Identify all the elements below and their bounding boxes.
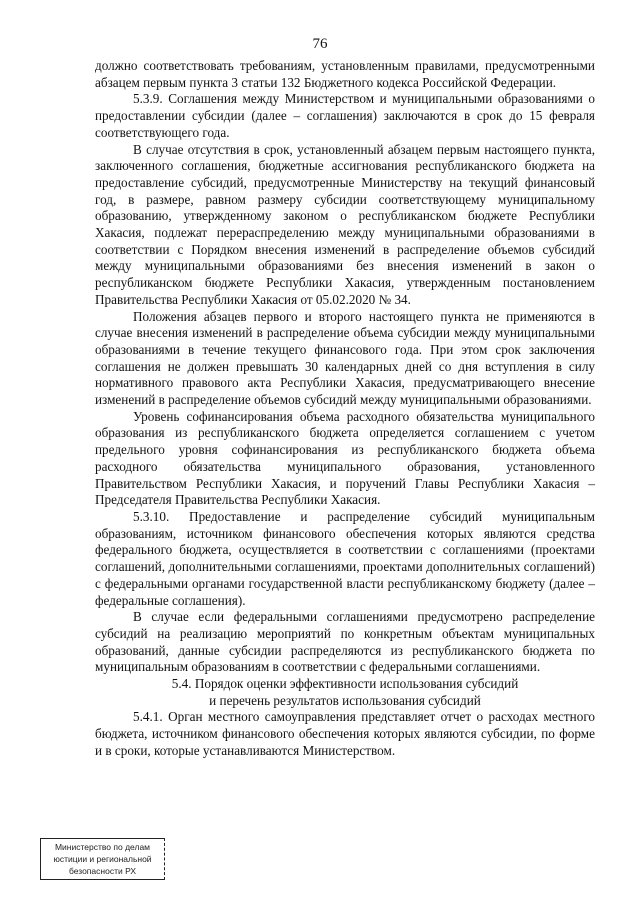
paragraph: Уровень софинансирования объема расходного обязательства муниципального образования из республиканского бюджета определяется соглашением с учетом предельного уровня софинансирования из республиканского бюджета объема расходного обязательства муниципального образования, установленного Правительством Республики Хакасия, и поручений Главы Республики Хакасия – Председателя Правительства Республики Хакасия.	[95, 408, 595, 508]
page-number: 76	[312, 36, 328, 52]
stamp-line: юстиции и региональной	[53, 854, 152, 864]
section-heading	[95, 676, 595, 709]
paragraph: 5.4.1. Орган местного самоуправления представляет отчет о расходах местного бюджета, источником финансового обеспечения которых являются субсидии, по форме и в сроки, которые устанавливаются Министерством.	[95, 709, 595, 758]
document-body	[95, 58, 595, 760]
paragraph: Положения абзацев первого и второго настоящего пункта не применяются в случае внесения изменений в распределение объема субсидии между муниципальными образованиями в течение текущего финансового года. При этом срок заключения соглашения не должен превышать 30 календарных дней со дня вступления в силу нормативного правового акта Республики Хакасия, предусматривающего внесение изменений в распределение объемов субсидий между муниципальными образованиями.	[95, 308, 595, 408]
paragraph: В случае если федеральными соглашениями предусмотрено распределение субсидий на реализацию мероприятий по конкретным объектам муниципальных образований, данные субсидии распределяются из республиканского бюджета по муниципальным образованиям в соответствии с федеральными соглашениями.	[95, 609, 595, 675]
ministry-stamp	[40, 838, 165, 880]
paragraph: должно соответствовать требованиям, установленным правилами, предусмотренными абзацем первым пункта 3 статьи 132 Бюджетного кодекса Российской Федерации.	[95, 58, 595, 90]
paragraph: 5.3.10. Предоставление и распределение субсидий муниципальным образованиям, источником финансового обеспечения которых являются средства федерального бюджета, осуществляется в соответствии с соглашениями (проектами соглашений, дополнительными соглашениями, проектами дополнительных соглашений) с федеральными органами государственной власти республиканскому бюджету (далее – федеральные соглашения).	[95, 508, 595, 608]
paragraph: В случае отсутствия в срок, установленный абзацем первым настоящего пункта, заключенного соглашения, бюджетные ассигнования республиканского бюджета на предоставление субсидий, предусмотренные Министерству на текущий финансовый год, в размере, равном размеру субсидии соответствующему муниципальному образованию, утвержденному законом о республиканском бюджете Республики Хакасия, подлежат перераспределению между муниципальными образованиями в соответствии с Порядком внесения изменений в распределение объемов субсидий между муниципальными образованиями без внесения изменений в закон о республиканском бюджете Республики Хакасия, утвержденным постановлением Правительства Республики Хакасия от 05.02.2020 № 34.	[95, 141, 595, 307]
section-heading-line: и перечень результатов использования субсидий	[209, 692, 481, 708]
stamp-line: безопасности РХ	[68, 866, 137, 876]
paragraph: 5.3.9. Соглашения между Министерством и муниципальными образованиями о предоставлении субсидии (далее – соглашения) заключаются в срок до 15 февраля соответствующего года.	[95, 91, 595, 140]
stamp-line: Министерство по делам	[54, 842, 151, 852]
section-heading-line: 5.4. Порядок оценки эффективности использования субсидий	[171, 676, 519, 692]
